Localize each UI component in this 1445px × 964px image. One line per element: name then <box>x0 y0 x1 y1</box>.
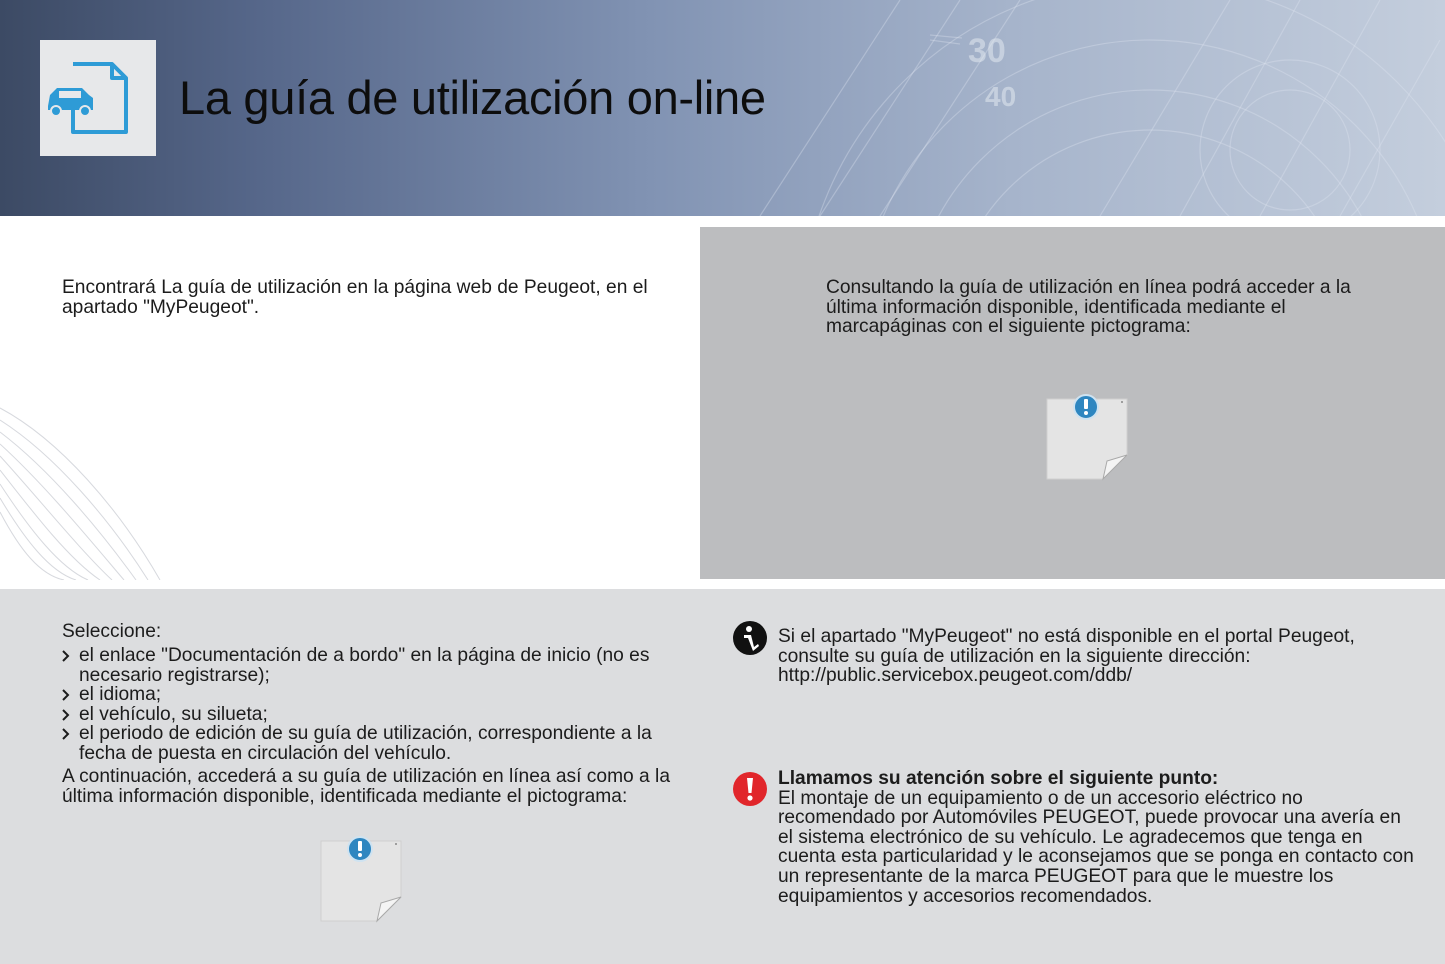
decorative-curves <box>0 400 170 580</box>
after-steps-text: A continuación, accederá a su guía de utilización en línea así como a la última información disponible, identificada mediante el pictograma: <box>62 766 670 807</box>
list-item: el idioma; <box>62 685 682 705</box>
select-heading: Seleccione: <box>62 621 162 642</box>
bookmark-pictogram-icon <box>319 835 405 923</box>
info-text: Si el apartado "MyPeugeot" no está disponible en el portal Peugeot, consulte su guía de utilización en la siguiente dirección: <box>778 626 1355 667</box>
car-document-icon <box>40 40 156 156</box>
chevron-right-icon <box>62 728 70 740</box>
header-banner <box>0 0 1445 216</box>
warning-text-block <box>778 769 1418 906</box>
page-title: La guía de utilización on-line <box>179 71 766 124</box>
chevron-right-icon <box>62 709 70 721</box>
info-icon <box>732 620 768 656</box>
intro-text: Encontrará La guía de utilización en la página web de Peugeot, en el apartado "MyPeugeot". <box>62 277 648 318</box>
list-item: el enlace "Documentación de a bordo" en la página de inicio (no es necesario registrarse); <box>62 646 682 685</box>
servicebox-link[interactable]: http://public.servicebox.peugeot.com/ddb/ <box>778 665 1133 687</box>
list-item: el vehículo, su silueta; <box>62 705 682 725</box>
bookmark-pictogram-icon <box>1045 393 1131 481</box>
steps-list <box>62 646 682 764</box>
online-info-text: Consultando la guía de utilización en línea podrá acceder a la última información disponible, identificada mediante el marcapáginas con el siguiente pictograma: <box>826 277 1351 338</box>
gauge-number-40: 40 <box>985 81 1017 112</box>
chevron-right-icon <box>62 650 70 662</box>
warning-icon <box>732 771 768 807</box>
warning-text: El montaje de un equipamiento o de un accesorio eléctrico no recomendado por Automóviles PEUGEOT, puede provocar una avería en el sistema electrónico de su vehículo. Le agradecemos que tenga en cuenta esta particularidad y le aconsejamos que se ponga en contacto con un representante de la marca PEUGEOT para que le muestre los equipamientos y accesorios recomendados. <box>778 787 1414 907</box>
info-text-block <box>778 627 1418 686</box>
list-item: el periodo de edición de su guía de utilización, correspondiente a la fecha de puesta en circulación del vehículo. <box>62 724 682 763</box>
warning-title: Llamamos su atención sobre el siguiente punto: <box>778 768 1219 789</box>
chevron-right-icon <box>62 689 70 701</box>
gauge-number-30: 30 <box>968 32 1006 70</box>
